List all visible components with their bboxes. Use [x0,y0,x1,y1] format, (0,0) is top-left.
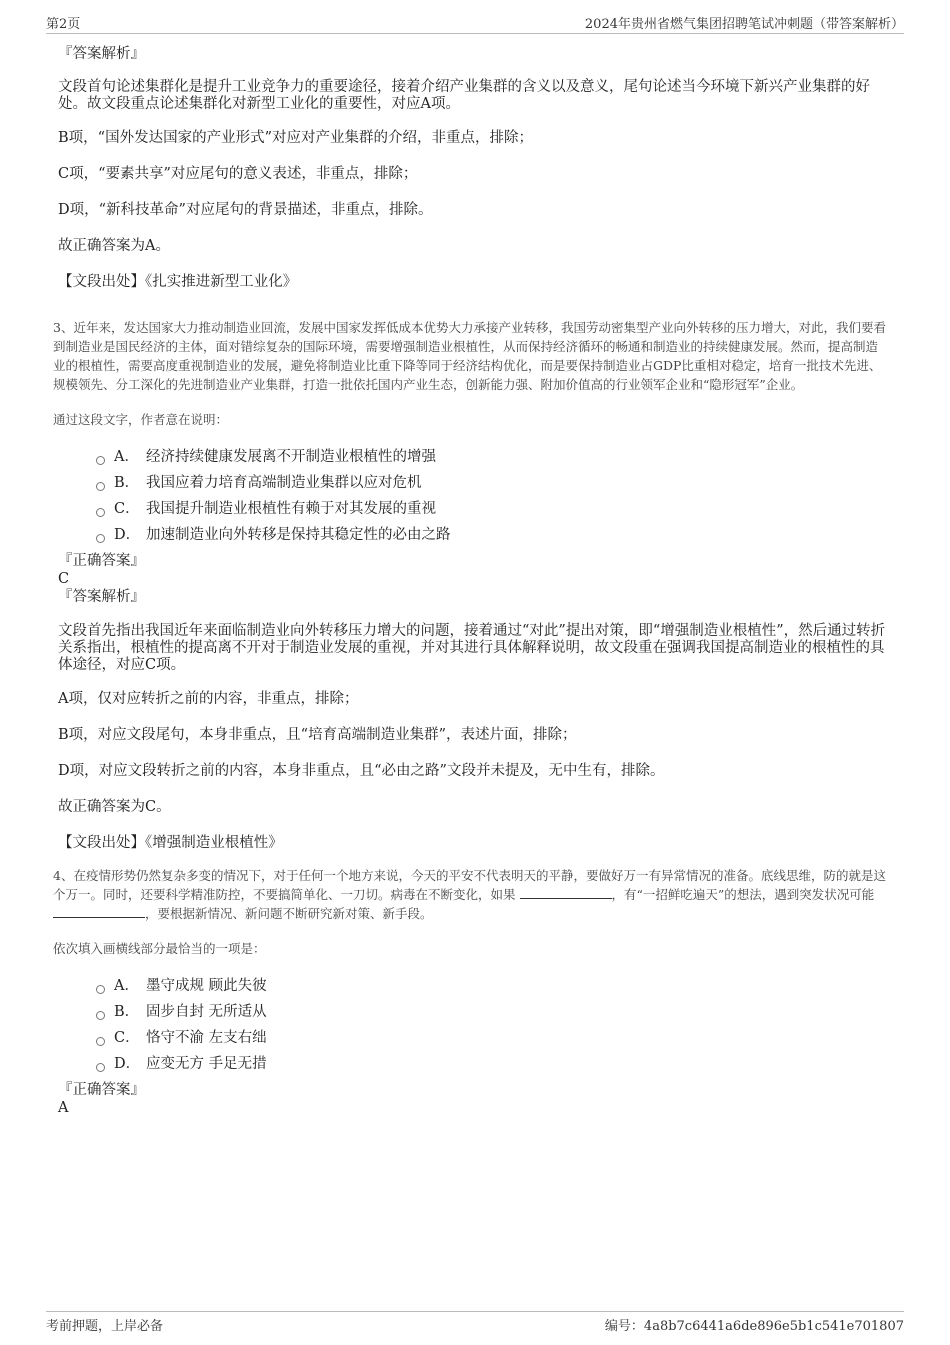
q3-answer: C [58,571,70,587]
q3-prompt: 通过这段文字，作者意在说明： [53,412,229,427]
footer-slogan: 考前押题，上岸必备 [46,1319,164,1334]
fill-blank-1 [520,886,612,899]
radio-button-icon[interactable] [96,1037,105,1046]
q4-option-d[interactable]: D． 应变无方 手足无措 [58,1051,892,1077]
q4-answer-label: 『正确答案』 [58,1082,145,1098]
q4-question-text: 4、在疫情形势仍然复杂多变的情况下，对于任何一个地方来说，今天的平安不代表明天的平静，要做好万一有异常情况的准备。底线思维，防的就是这个万一。同时，还要科学精准防控，不要搞简单化、一刀切。病毒在不断变化，如果 ，有“一招鲜吃遍天”的想法，遇到突发状况可能 ，要根据新情况、新问题不断研究新对策、新手段。 [53,868,886,921]
q4-prompt: 依次填入画横线部分最恰当的一项是： [53,941,266,956]
radio-button-icon[interactable] [96,534,105,543]
q2-option-c-analysis: C项，“要素共享”对应尾句的意义表述，非重点，排除； [58,166,418,182]
document-body [53,46,892,1116]
document-title: 2024年贵州省燃气集团招聘笔试冲刺题（带答案解析） [584,17,904,32]
radio-button-icon[interactable] [96,1011,105,1020]
fill-blank-2 [53,905,145,918]
q2-option-b-analysis: B项，“国外发达国家的产业形式”对应对产业集群的介绍，非重点，排除； [58,130,533,146]
q4-option-c[interactable]: C． 恪守不渝 左支右绌 [58,1025,892,1051]
radio-button-icon[interactable] [96,985,105,994]
q3-option-d-analysis: D项，对应文段转折之前的内容，本身非重点，且“必由之路”文段并未提及，无中生有，排除。 [58,763,665,779]
q2-source: 【文段出处】《扎实推进新型工业化》 [58,274,298,290]
q3-option-b[interactable]: B． 我国应着力培育高端制造业集群以应对危机 [58,470,892,496]
q3-option-b-analysis: B项，对应文段尾句，本身非重点，且“培育高端制造业集群”，表述片面，排除； [58,727,577,743]
q3-source: 【文段出处】《增强制造业根植性》 [58,835,283,851]
q3-option-c[interactable]: C． 我国提升制造业根植性有赖于对其发展的重视 [58,496,892,522]
q3-options [58,444,892,548]
q4-options [58,973,892,1077]
q4-option-b[interactable]: B． 固步自封 无所适从 [58,999,892,1025]
q3-answer-label: 『正确答案』 [58,553,145,569]
q3-option-d[interactable]: D． 加速制造业向外转移是保持其稳定性的必由之路 [58,522,892,548]
radio-button-icon[interactable] [96,1063,105,1072]
radio-button-icon[interactable] [96,482,105,491]
page-footer [46,1311,904,1334]
q3-analysis-label: 『答案解析』 [58,589,145,605]
q3-option-a[interactable]: A． 经济持续健康发展离不开制造业根植性的增强 [58,444,892,470]
q2-option-d-analysis: D项，“新科技革命”对应尾句的背景描述，非重点，排除。 [58,202,433,218]
q2-analysis-label: 『答案解析』 [58,46,145,62]
page-number: 第2页 [46,17,81,32]
radio-button-icon[interactable] [96,456,105,465]
q3-conclusion: 故正确答案为C。 [58,799,171,815]
page-header [46,13,904,34]
q4-answer: A [58,1100,69,1116]
q3-option-a-analysis: A项，仅对应转折之前的内容，非重点，排除； [58,691,359,707]
q3-question-text: 3、近年来，发达国家大力推动制造业回流，发展中国家发挥低成本优势大力承接产业转移，我国劳动密集型产业向外转移的压力增大，对此，我们要看到制造业是国民经济的主体，面对错综复杂的国际环境，需要增强制造业根植性，从而保持经济循环的畅通和制造业的持续健康发展。然而，提高制造业的根植性，需要高度重视制造业的发展，避免将制造业比重下降等同于经济结构优化，而是要保持制造业占GDP比重相对稳定，培育一批技术先进、规模领先、分工深化的先进制造业产业集群，打造一批依托国内产业生态，创新能力强、附加价值高的行业领军企业和“隐形冠军”企业。 [53,320,886,392]
q2-conclusion: 故正确答案为A。 [58,238,170,254]
document-id: 编号：4a8b7c6441a6de896e5b1c541e701807 [604,1319,904,1334]
q2-analysis: 文段首句论述集群化是提升工业竞争力的重要途径，接着介绍产业集群的含义以及意义，尾句论述当今环境下新兴产业集群的好处。故文段重点论述集群化对新型工业化的重要性，对应A项。 [58,79,870,112]
q4-option-a[interactable]: A． 墨守成规 顾此失彼 [58,973,892,999]
radio-button-icon[interactable] [96,508,105,517]
q3-analysis: 文段首先指出我国近年来面临制造业向外转移压力增大的问题，接着通过“对此”提出对策，即“增强制造业根植性”，然后通过转折关系指出，根植性的提高离不开对于制造业发展的重视，并对其进行具体解释说明，故文段重在强调我国提高制造业的根植性的具体途径，对应C项。 [58,623,886,673]
